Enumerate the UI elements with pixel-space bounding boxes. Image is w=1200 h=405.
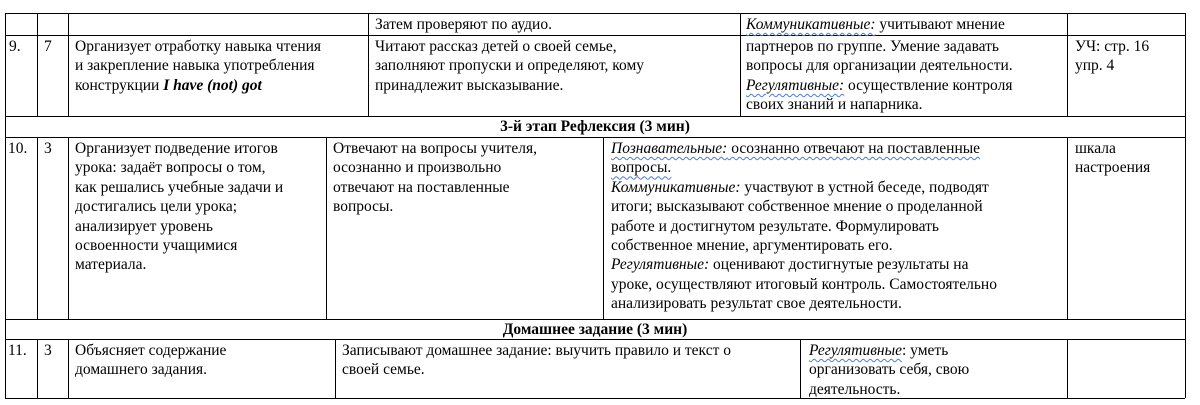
rule: [37, 339, 38, 398]
row11-teacher-activity: Объясняет содержание домашнего задания.: [75, 342, 227, 379]
row9-materials: УЧ: стр. 16 упр. 4: [1075, 38, 1150, 75]
row9-student-activity: Читают рассказ детей о своей семье, заполняют пропуски и определяют, кому принадлежит высказывание.: [375, 38, 645, 94]
homework-header: Домашнее задание (3 мин): [502, 321, 688, 338]
rule: [37, 13, 38, 116]
stage-reflection-header: 3-й этап Рефлексия (3 мин): [500, 118, 690, 135]
teacher-text: Организует отработку навыка чтения и закрепление навыка употребления конструкции: [75, 38, 322, 94]
rule: [5, 35, 1185, 36]
row11-number: 11.: [8, 342, 27, 359]
rule: [5, 13, 6, 398]
grammar-construction: I have (not) got: [163, 76, 262, 94]
rule: [5, 13, 1185, 14]
row-top-uud: [746, 15, 1064, 34]
row10-minutes: 3: [44, 140, 52, 157]
row10-number: 10.: [8, 140, 28, 157]
row10-teacher-activity: Организует подведение итогов урока: задаёт вопросы о том, как решались учебные задачи и достигались цели урока; анализирует уровень освоенности учащимися материала.: [75, 140, 284, 274]
row10-materials: шкала настроения: [1075, 140, 1151, 177]
rule: [5, 137, 1185, 138]
uud-text: осознанно отвечают на поставленные вопросы.: [611, 140, 981, 177]
uud-text: учитывают мнение: [875, 16, 1005, 33]
uud-label-regulative: Регулятивные:: [611, 256, 710, 274]
rule: [68, 137, 69, 319]
uud-text: оценивают достигнутые результаты на уроке, осуществляют итоговый контроль. Самостоятельно анализировать результат свое деятельности.: [611, 256, 997, 313]
rule: [68, 339, 69, 398]
row11-minutes: 3: [44, 342, 52, 359]
row9-minutes: 7: [44, 38, 52, 55]
rule: [1067, 339, 1068, 398]
row9-uud: [746, 37, 1064, 115]
uud-label-communicative: Коммуникативные:: [611, 178, 741, 196]
rule: [326, 137, 327, 319]
rule: [37, 137, 38, 319]
uud-text: партнеров по группе. Умение задавать вопросы для организации деятельности.: [746, 38, 1013, 75]
uud-label-regulative: Регулятивные: [809, 342, 902, 359]
row11-uud: [809, 341, 1065, 399]
uud-label-cognitive: Познавательные:: [611, 140, 728, 157]
row9-teacher-activity: [75, 37, 367, 95]
rule: [1185, 13, 1186, 398]
rule: [603, 137, 604, 319]
row10-uud: [611, 139, 1066, 314]
rule: [68, 13, 69, 116]
uud-label-communicative: Коммуникативные:: [746, 16, 876, 33]
row10-student-activity: Отвечают на вопросы учителя, осознанно и произвольно отвечают на поставленные вопросы.: [333, 140, 537, 216]
uud-label-regulative: Регулятивные:: [746, 76, 845, 94]
rule: [1067, 13, 1068, 116]
uud-text: участвуют в устной беседе, подводят итоги; высказывают собственное мнение о проделанной работе и достигнутом результате. Формулировать собственное мнение, аргументировать его.: [611, 178, 989, 255]
rule: [1067, 137, 1068, 319]
rule: [800, 339, 801, 398]
uud-text: осуществление контроля своих знаний и напарника.: [746, 76, 1013, 114]
rule: [740, 13, 741, 116]
rule: [335, 339, 336, 398]
row9-number: 9.: [9, 38, 21, 55]
row11-student-activity: Записывают домашнее задание: выучить правило и текст о своей семье.: [342, 342, 731, 379]
uud-text: : уметь организовать себя, свою деятельность.: [809, 342, 970, 398]
row-top-activity: Затем проверяют по аудио.: [375, 16, 552, 33]
rule: [368, 13, 369, 116]
